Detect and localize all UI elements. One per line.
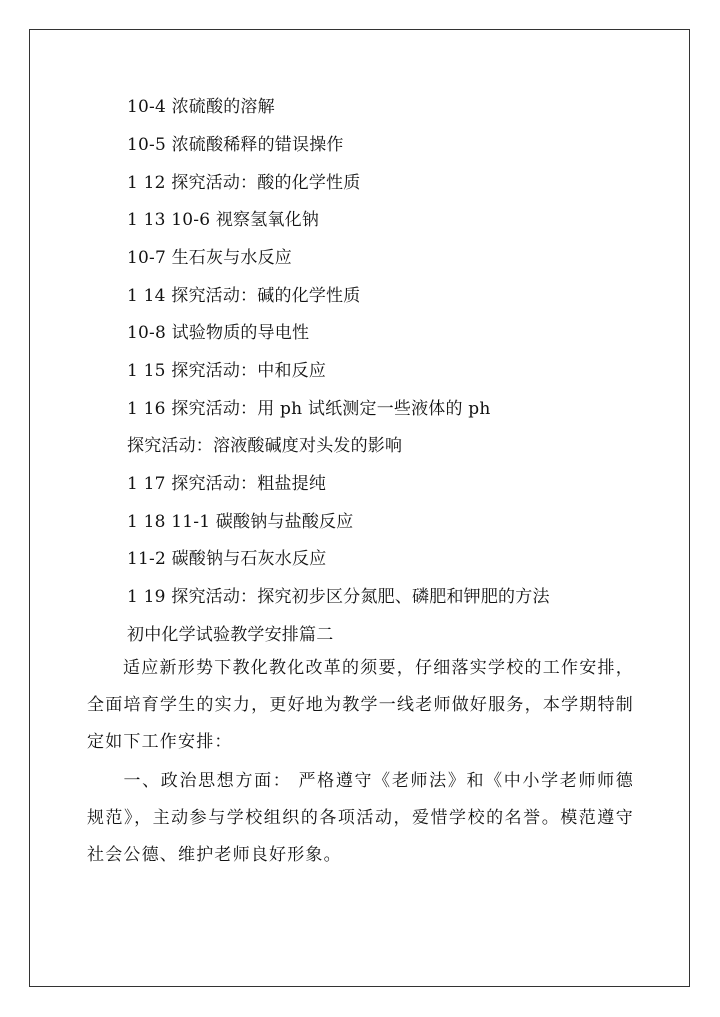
paragraph-text: 一、政治思想方面： 严格遵守《老师法》和《中小学老师师德规范》，主动参与学校组织的各项活动，爱惜学校的名誉。模范遵守社会公德、维护老师良好形象。 (87, 771, 634, 865)
body-paragraph (87, 763, 634, 874)
body-paragraph (87, 650, 634, 761)
list-item: 1 15 探究活动：中和反应 (127, 361, 327, 381)
section-heading: 初中化学试验教学安排篇二 (127, 625, 334, 645)
list-item: 1 16 探究活动：用 ph 试纸测定一些液体的 ph (127, 399, 491, 419)
list-item: 10-8 试验物质的导电性 (127, 323, 310, 343)
paragraph-text: 适应新形势下教化教化改革的须要，仔细落实学校的工作安排，全面培育学生的实力，更好地为教学一线老师做好服务，本学期特制定如下工作安排： (87, 658, 634, 752)
list-item: 10-7 生石灰与水反应 (127, 248, 292, 268)
list-item: 探究活动：溶液酸碱度对头发的影响 (127, 436, 403, 456)
list-item: 1 17 探究活动：粗盐提纯 (127, 474, 327, 494)
list-item: 1 13 10-6 视察氢氧化钠 (127, 210, 320, 230)
list-item: 1 14 探究活动：碱的化学性质 (127, 286, 361, 306)
list-item: 1 18 11-1 碳酸钠与盐酸反应 (127, 512, 354, 532)
list-item: 11-2 碳酸钠与石灰水反应 (127, 549, 327, 569)
list-item: 1 12 探究活动：酸的化学性质 (127, 173, 361, 193)
list-item: 1 19 探究活动：探究初步区分氮肥、磷肥和钾肥的方法 (127, 587, 550, 607)
list-item: 10-4 浓硫酸的溶解 (127, 97, 275, 117)
list-item: 10-5 浓硫酸稀释的错误操作 (127, 135, 344, 155)
